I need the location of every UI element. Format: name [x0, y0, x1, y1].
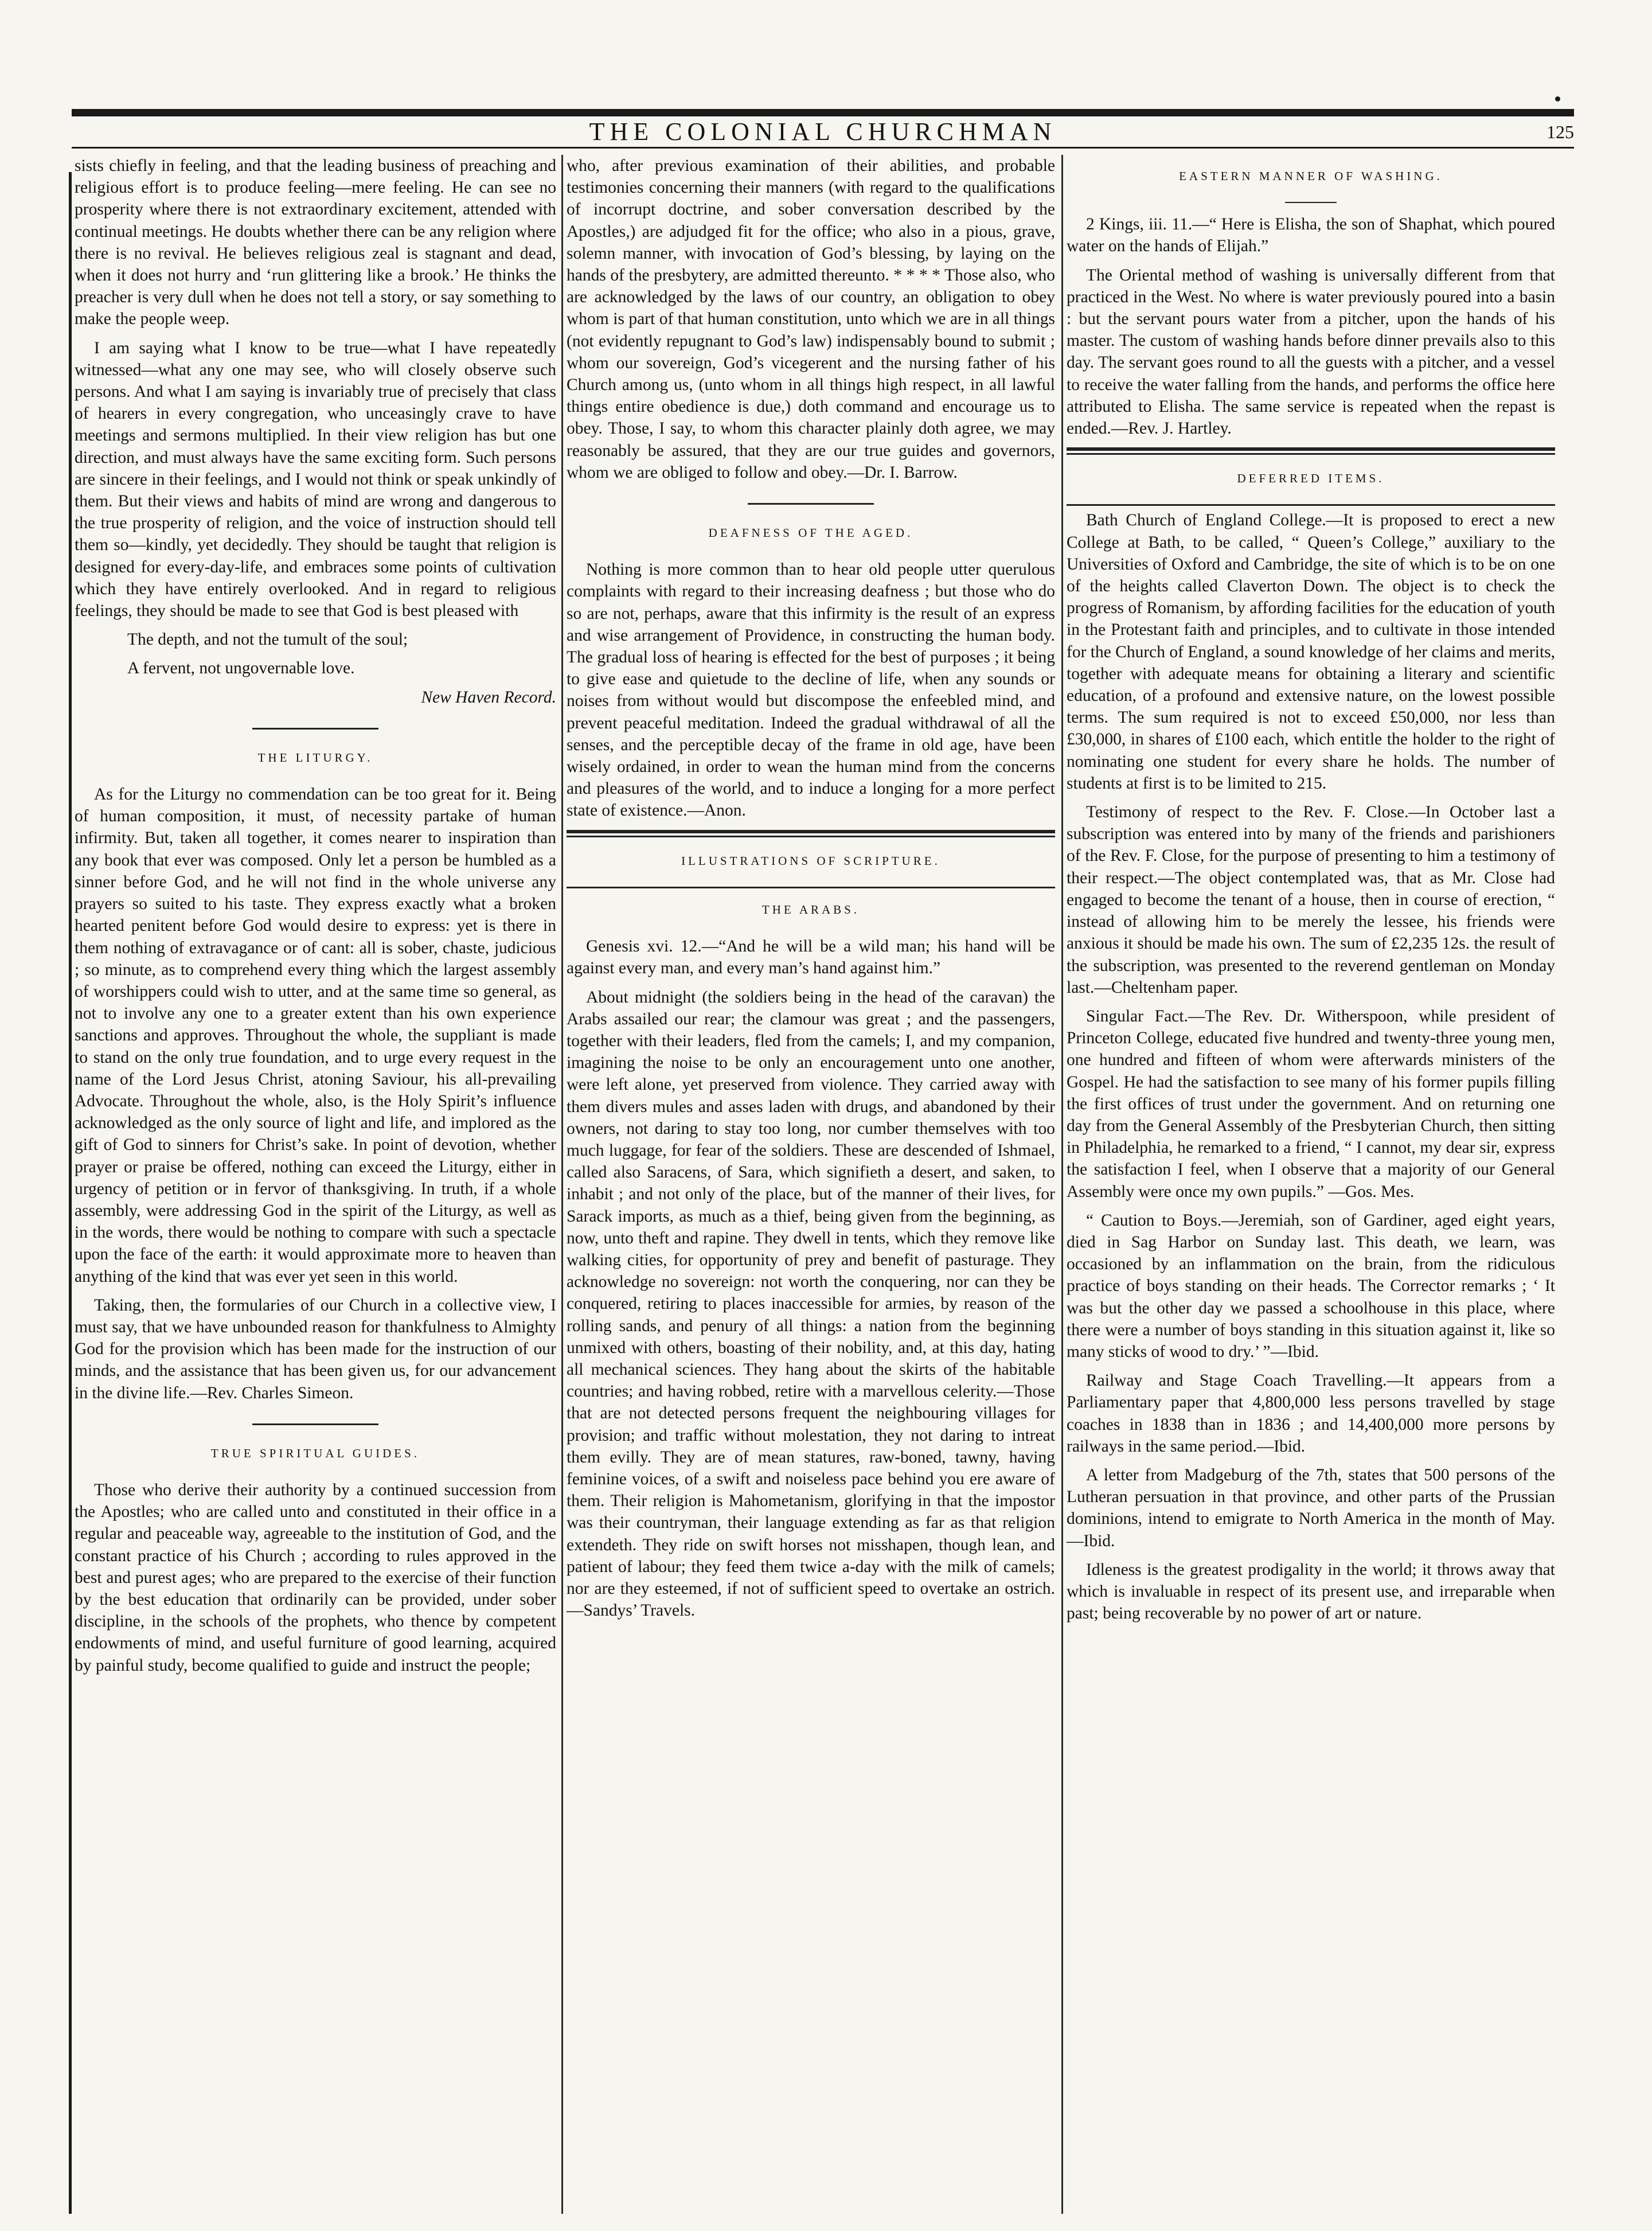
paragraph: Railway and Stage Coach Travelling.—It appears from a Parliamentary paper that 4,800,000 less persons travelled by stage coaches in 1838 than in 1836 ; and 14,400,000 more persons by railways in the same period.—Ibid. [1067, 1371, 1555, 1456]
paragraph: Taking, then, the formularies of our Church in a collective view, I must say, that we have unbounded reason for thankfulness to Almighty God for the provision which has been made for the instruction of our minds, and the assistance that has been given us, for our advancement in the divine life.—Rev. Charles Simeon. [75, 1296, 556, 1402]
paragraph: About midnight (the soldiers being in the head of the caravan) the Arabs assailed our rear; the clamour was great ; and the passengers, together with their leaders, fled from the camels; I, and my companion, imagining the noise to be only an encouragement unto one another, were left alone, yet preserved from violence. They carried away with them divers mules and asses laden with drugs, and abandoned by their owners, not daring to stay too long, nor cumber themselves with too much luggage, for fear of the soldiers. These are descended of Ishmael, called also Saracens, of Sara, which signifieth a desert, and saken, to inhabit ; and not only of the place, but of the manner of their lives, for Sarack imports, as much as a thief, being given from the beginning, as now, unto theft and rapine. They dwell in tents, which they remove like walking cities, for opportunity of prey and benefit of pasturage. They acknowledge no sovereign: not worth the conquering, nor can they be conquered, retiring to places inaccessible for armies, by reason of the rolling sands, and penury of all things: a nation from the beginning unmixed with others, boasting of their nobility, and, at this day, hating all mechanical sciences. They hang about the skirts of the habitable countries; and having robbed, retire with a marvellous celerity.—Those that are not detected persons frequent the neighbouring villages for provision; and traffic without molestation, they not daring to intreat them evilly. They are of mean statures, raw-boned, tawny, having feminine voices, of a swift and noiseless pace behind you ere aware of them. Their religion is Mahometanism, glorifying in that the impostor was their countryman, their language extending as far as that religion extendeth. They ride on swift horses not misshapen, though lean, and patient of labour; they feed them twice a-day with the milk of camels; nor are they esteemed, if not of sufficient speed to overtake an ostrich.—Sandys’ Travels. [567, 988, 1055, 1620]
poem-line: The depth, and not the tumult of the soul; [127, 630, 408, 649]
attribution: New Haven Record. [421, 688, 556, 707]
paragraph: “ Caution to Boys.—Jeremiah, son of Gardiner, aged eight years, died in Sag Harbor on Sunday last. This death, we learn, was occasioned by an inflammation on the brain, from the ridiculous practice of boys standing on their heads. The Corrector remarks ; ‘ It was but the other day we passed a schoolhouse in this place, where there were a number of boys standing in this situation against it, like so many sticks of wood to dry.’ ”—Ibid. [1067, 1211, 1555, 1361]
section-divider [1285, 202, 1337, 203]
column-1 [75, 155, 556, 1683]
paragraph: 2 Kings, iii. 11.—“ Here is Elisha, the son of Shaphat, which poured water on the hands of Elijah.” [1067, 215, 1555, 256]
column-rule-2 [1061, 155, 1063, 2214]
section-heading: THE LITURGY. [257, 750, 373, 765]
section-heading: DEAFNESS OF THE AGED. [708, 526, 913, 540]
column-3 [1067, 155, 1555, 1631]
section-divider [748, 503, 874, 505]
poem-line: A fervent, not ungovernable love. [127, 659, 355, 678]
printer-dot [1555, 96, 1560, 102]
paragraph: Those who derive their authority by a continued succession from the Apostles; who are called unto and constituted in their office in a regular and peaceable way, agreeable to the institution of God, and the constant practice of his Church ; according to rules approved in the best and purest ages; who are prepared to the exercise of their function by the best education that ordinarily can be provided, under sober discipline, in the schools of the prophets, who thence by competent endowments of mind, and useful furniture of good learning, acquired by painful study, become qualified to guide and instruct the people; [75, 1480, 556, 1675]
left-margin-line [69, 172, 72, 2214]
paragraph: sists chiefly in feeling, and that the leading business of preaching and religious effort is to produce feeling—mere feeling. He can see no prosperity where there is not extraordinary excitement, attended with continual meetings. He doubts whether there can be any religion where there is no revival. He believes religious zeal is stagnant and dead, when it does not hurry and ‘run glittering like a brook.’ He thinks the preacher is very dull when he does not tell a story, or say something to make the people weep. [75, 157, 556, 329]
section-heading: DEFERRED ITEMS. [1237, 471, 1385, 486]
paragraph: Genesis xvi. 12.—“And he will be a wild man; his hand will be against every man, and every man’s hand against him.” [567, 937, 1055, 978]
masthead-rule [72, 147, 1574, 149]
page-number: 125 [1546, 122, 1574, 142]
section-heading: ILLUSTRATIONS OF SCRIPTURE. [681, 853, 940, 868]
paragraph: I am saying what I know to be true—what I have repeatedly witnessed—what any one may see, who will closely observe such persons. And what I am saying is invariably true of precisely that class of hearers in every congregation, who unceasingly crave to have meetings and sermons multiplied. In their view religion has but one direction, and must always have the same exciting form. Such persons are sincere in their feelings, and I would not think or speak unkindly of them. But their views and habits of mind are wrong and dangerous to the true prosperity of religion, and the voice of instruction should tell them so—kindly, yet decidedly. They should be taught that religion is designed for every-day-life, and embraces some points of cultivation which they have entirely overlooked. And in regard to religious feelings, they should be made to see that God is best pleased with [75, 338, 556, 621]
section-heading: TRUE SPIRITUAL GUIDES. [210, 1446, 420, 1460]
paragraph: Testimony of respect to the Rev. F. Close.—In October last a subscription was entered into by many of the friends and parishioners of the Rev. F. Close, for the purpose of presenting to him a testimony of their respect.—The object contemplated was, that as Mr. Close had engaged to become the tenant of a house, then in course of erection, “ instead of allowing him to be merely the lessee, his friends were anxious it should be made his own. The sum of £2,235 12s. the result of the subscription, was presented to the reverend gentleman on Monday last.—Cheltenham paper. [1067, 803, 1555, 997]
paragraph: Singular Fact.—The Rev. Dr. Witherspoon, while president of Princeton College, educated five hundred and twenty-three young men, one hundred and fifteen of whom were afterwards ministers of the Gospel. He had the satisfaction to see many of his former pupils filling the first offices of trust under the government. And on returning one day from the General Assembly of the Presbyterian Church, then sitting in Philadelphia, he remarked to a friend, “ I cannot, my dear sir, express the satisfaction I feel, when I observe that a majority of our General Assembly were once my own pupils.” —Gos. Mes. [1067, 1007, 1555, 1201]
paragraph: who, after previous examination of their abilities, and probable testimonies concerning their manners (with regard to the qualifications of incorrupt doctrine, and sober conversation described by the Apostles,) are adjudged fit for the office; who also in a pious, grave, solemn manner, with invocation of God’s blessing, by laying on the hands of the presbytery, are admitted thereunto. * * * * Those also, who are acknowledged by the laws of our country, an obligation to obey whom is part of that human constitution, unto which we are in all things (not evidently repugnant to God’s law) indispensably bound to submit ; whom our sovereign, God’s vicegerent and the nursing father of his Church among us, (unto whom in all things high respect, in all lawful things entire obedience is due,) doth command and encourage us to obey. Those, I say, to whom this character plainly doth agree, we may reasonably be assured, that they are our true guides and governors, whom we are obliged to follow and obey.—Dr. I. Barrow. [567, 157, 1055, 482]
paragraph: A letter from Madgeburg of the 7th, states that 500 persons of the Lutheran persuation in that province, and other parts of the Prussian dominions, intend to emigrate to North America in the month of May.—Ibid. [1067, 1465, 1555, 1550]
section-rule [1067, 504, 1555, 506]
column-rule-1 [561, 155, 563, 2214]
column-2 [567, 155, 1055, 1628]
section-divider [252, 728, 378, 730]
masthead-title: THE COLONIAL CHURCHMAN [589, 118, 1057, 146]
paragraph: The Oriental method of washing is universally different from that practiced in the West. No where is water previously poured into a basin : but the servant pours water from a pitcher, upon the hands of his master. The custom of washing hands before dinner prevails also to this day. The servant goes round to all the guests with a pitcher, and a vessel to receive the water falling from the hands, and performs the office here attributed to Elisha. The same service is repeated when the repast is ended.—Rev. J. Hartley. [1067, 266, 1555, 438]
section-heading: EASTERN MANNER OF WASHING. [1179, 169, 1443, 183]
section-subheading: THE ARABS. [761, 902, 860, 916]
section-divider [252, 1423, 378, 1425]
paragraph: Nothing is more common than to hear old people utter querulous complaints with regard to their increasing deafness ; but those who do so are not, perhaps, aware that this infirmity is the result of an express and wise arrangement of Providence, in constructing the human body. The gradual loss of hearing is effected for the best of purposes ; it being to give ease and quietude to the decline of life, when any sounds or noises from without would but discompose the enfeebled mind, and prevent peaceful meditation. Indeed the gradual withdrawal of all the senses, and the perceptible decay of the frame in old age, have been wisely ordained, in order to wean the human mind from the concerns and pleasures of the world, and to induce a longing for a more perfect state of existence.—Anon. [567, 560, 1055, 820]
paragraph: As for the Liturgy no commendation can be too great for it. Being of human composition, it must, of necessity partake of human infirmity. But, taken all together, it comes nearer to inspiration than any book that ever was composed. Only let a person be humbled as a sinner before God, and he will not find in the whole universe any prayers so suited to his taste. They express exactly what a broken hearted penitent before God would desire to express: yet is there in them nothing of extravagance or of cant: all is sober, chaste, judicious ; so minute, as to comprehend every thing which the largest assembly of worshippers could wish to utter, and at the same time so general, as not to involve any one to a greater extent than his own experience sanctions and approves. Throughout the whole, the suppliant is made to stand on the only true foundation, and to urge every request in the name of the Lord Jesus Christ, atoning Saviour, his all-prevailing Advocate. Throughout the whole, also, is the Holy Spirit’s influence acknowledged as the only source of light and life, and implored as the gift of God to sinners for Christ’s sake. In point of devotion, whether prayer or praise be offered, nothing can exceed the Liturgy, either in urgency of petition or in fervor of thanksgiving. In truth, if a whole assembly, were addressing God in the spirit of the Liturgy, as well as in the words, there would be nothing to compare with such a spectacle upon the face of the earth: it would approximate more to heaven than anything of the kind that was ever yet seen in this world. [75, 785, 556, 1286]
section-rule [567, 887, 1055, 888]
double-rule [567, 830, 1055, 837]
double-rule [1067, 447, 1555, 455]
paragraph: Idleness is the greatest prodigality in the world; it throws away that which is invaluable in respect of its present use, and irreparable when past; being recoverable by no power of art or nature. [1067, 1560, 1555, 1623]
top-heavy-rule [72, 109, 1574, 116]
paragraph: Bath Church of England College.—It is proposed to erect a new College at Bath, to be called, “ Queen’s College,” auxiliary to the Universities of Oxford and Cambridge, the site of which is to be on one of the heights called Claverton Down. The object is to check the progress of Romanism, by affording facilities for the education of youth in the Protestant faith and principles, and to cultivate in those intended for the Church of England, a sound knowledge of her claims and merits, together with adequate means for obtaining a literary and scientific education, of a profound and extensive nature, on the lowest possible terms. The sum required is not to exceed £50,000, nor less than £30,000, in shares of £100 each, which entitle the holder to the right of nominating one student for every share he holds. The number of students at first is to be limited to 215. [1067, 511, 1555, 793]
